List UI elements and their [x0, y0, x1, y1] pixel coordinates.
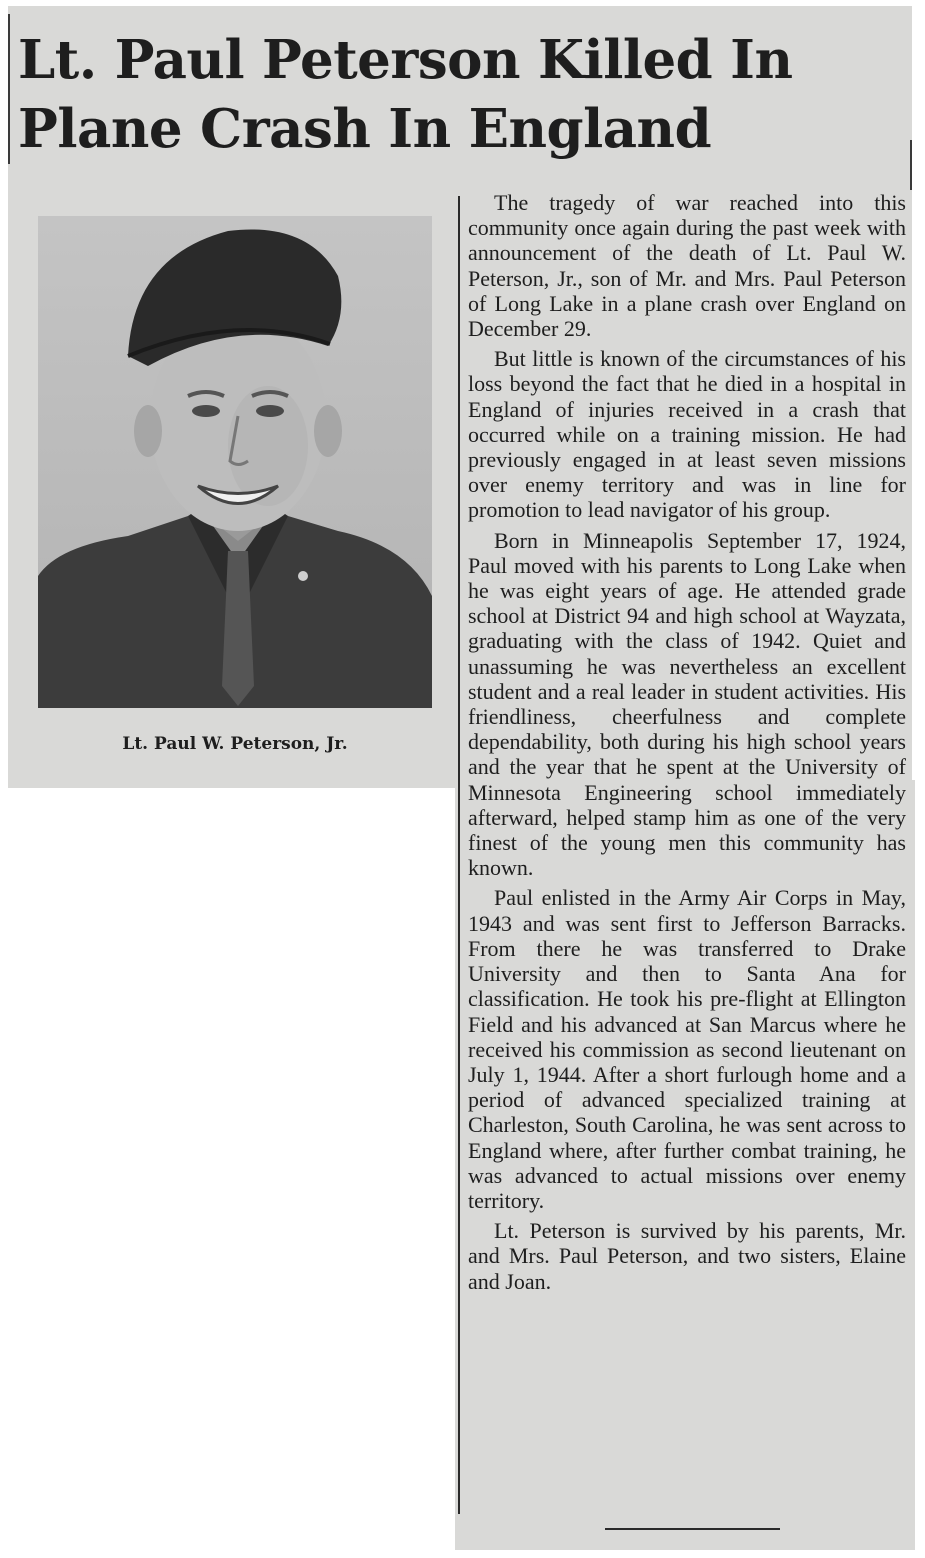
clipping-left-edge	[8, 14, 10, 164]
headline: Lt. Paul Peterson Killed In Plane Crash In England	[18, 29, 793, 160]
photo-caption: Lt. Paul W. Peterson, Jr.	[122, 734, 348, 754]
article-paragraph: Born in Minneapolis September 17, 1924, Paul moved with his parents to Long Lake when he was eight years of age. He attended grade school at District 94 and high school at Wayzata, graduating with the class of 1942. Quiet and unassuming he was nevertheless an excellent student and a real leader in student activities. His friendliness, cheerfulness and complete dependability, both during his high school years and the year that he spent at the University of Minnesota Engineering school immediately afterward, helped stamp him as one of the very finest of the young men this community has known.	[468, 527, 906, 881]
article-paragraph: But little is known of the circumstances of his loss beyond the fact that he died in a hospital in England of injuries received in a crash that occurred while on a training mission. He had previously engaged in at least seven missions over enemy territory and was in line for promotion to lead navigator of his group.	[468, 346, 906, 523]
portrait-illustration	[38, 216, 432, 708]
article-paragraph: Lt. Peterson is survived by his parents, Mr. and Mrs. Paul Peterson, and two sisters, Elaine and Joan.	[468, 1218, 906, 1294]
article-paragraph: Paul enlisted in the Army Air Corps in May, 1943 and was sent first to Jefferson Barracks. From there he was transferred to Drake University and then to Santa Ana for classification. He took his pre-flight at Ellington Field and his advanced at San Marcus where he received his commission as second lieutenant on July 1, 1944. After a short furlough home and a period of advanced specialized training at Charleston, South Carolina, he was sent across to England where, after further combat training, he was advanced to actual missions over enemy territory.	[468, 885, 906, 1213]
column-rule	[458, 196, 460, 1514]
clipping-right-edge	[910, 140, 912, 190]
article-body	[468, 190, 906, 1299]
end-rule	[605, 1528, 780, 1530]
article-paragraph: The tragedy of war reached into this community once again during the past week with announcement of the death of Lt. Paul W. Peterson, Jr., son of Mr. and Mrs. Paul Peterson of Long Lake in a plane crash over England on December 29.	[468, 190, 906, 342]
portrait-photo	[38, 216, 432, 708]
